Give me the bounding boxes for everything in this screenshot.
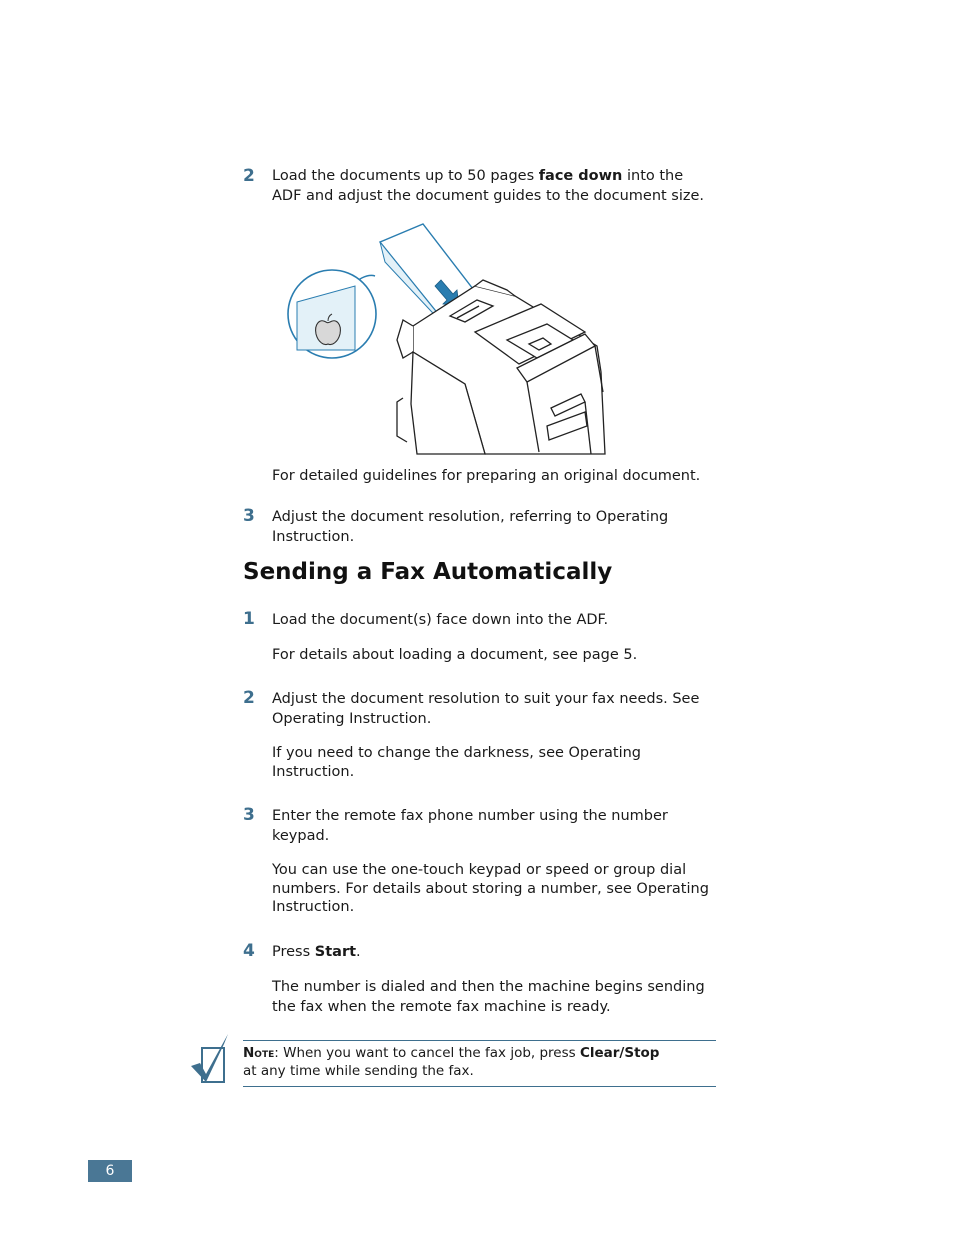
step-number: 3 bbox=[243, 506, 255, 526]
step-detail-line: Instruction. bbox=[272, 899, 355, 915]
step-text-line: ADF and adjust the document guides to the document size. bbox=[272, 187, 705, 204]
step-text-line: Instruction. bbox=[272, 528, 355, 545]
step-text bbox=[272, 167, 722, 206]
step-detail-line: the fax when the remote fax machine is ready. bbox=[272, 998, 611, 1015]
step-detail-line: You can use the one-touch keypad or speed or group dial bbox=[272, 862, 687, 878]
step-detail-line: The number is dialed and then the machine begins sending bbox=[272, 979, 705, 995]
step-detail-line: Instruction. bbox=[272, 763, 355, 780]
note-text-line: at any time while sending the fax. bbox=[243, 1062, 474, 1079]
step-detail-line: numbers. For details about storing a number, see Operating bbox=[272, 880, 709, 897]
step-text-part: Press bbox=[272, 944, 315, 960]
document-closeup-icon bbox=[288, 270, 376, 358]
page-number: 6 bbox=[88, 1160, 132, 1182]
note-label: Note bbox=[243, 1045, 275, 1061]
step-text-bold: face down bbox=[538, 168, 623, 184]
note-box bbox=[243, 1040, 716, 1087]
step-number: 4 bbox=[243, 941, 255, 961]
step-text bbox=[272, 943, 722, 963]
guideline-text: For detailed guidelines for preparing an original document. bbox=[272, 468, 701, 484]
step-detail bbox=[272, 978, 722, 1017]
step-text-part: Load the documents up to 50 pages bbox=[272, 168, 539, 184]
step-text bbox=[272, 690, 722, 729]
section-heading: Sending a Fax Automatically bbox=[243, 559, 613, 585]
checkmark-note-icon bbox=[188, 1030, 232, 1086]
step-text-line: Adjust the document resolution to suit your fax needs. See bbox=[272, 691, 700, 707]
step-number: 2 bbox=[243, 166, 255, 186]
step-number: 3 bbox=[243, 805, 255, 825]
step-text bbox=[272, 807, 722, 846]
step-text-part: into the bbox=[622, 168, 684, 184]
step-detail bbox=[272, 861, 722, 917]
step-text: Load the document(s) face down into the ADF. bbox=[272, 612, 609, 628]
note-text-part: : When you want to cancel the fax job, press bbox=[274, 1045, 580, 1061]
step-text-line: Enter the remote fax phone number using the number bbox=[272, 808, 668, 824]
step-detail: For details about loading a document, see page 5. bbox=[272, 647, 638, 663]
note-text bbox=[243, 1045, 716, 1080]
step-text-line: keypad. bbox=[272, 827, 330, 844]
step-text-line: Adjust the document resolution, referring to Operating bbox=[272, 509, 669, 525]
step-number: 1 bbox=[243, 609, 255, 629]
step-detail-line: If you need to change the darkness, see Operating bbox=[272, 745, 642, 761]
step-text-part: . bbox=[356, 944, 361, 960]
step-detail bbox=[272, 744, 722, 782]
step-number: 2 bbox=[243, 688, 255, 708]
step-text-bold: Start bbox=[314, 944, 357, 960]
step-text bbox=[272, 508, 722, 547]
adf-loading-illustration bbox=[285, 222, 625, 457]
note-text-bold: Clear/Stop bbox=[579, 1045, 660, 1061]
step-text-line: Operating Instruction. bbox=[272, 710, 432, 727]
